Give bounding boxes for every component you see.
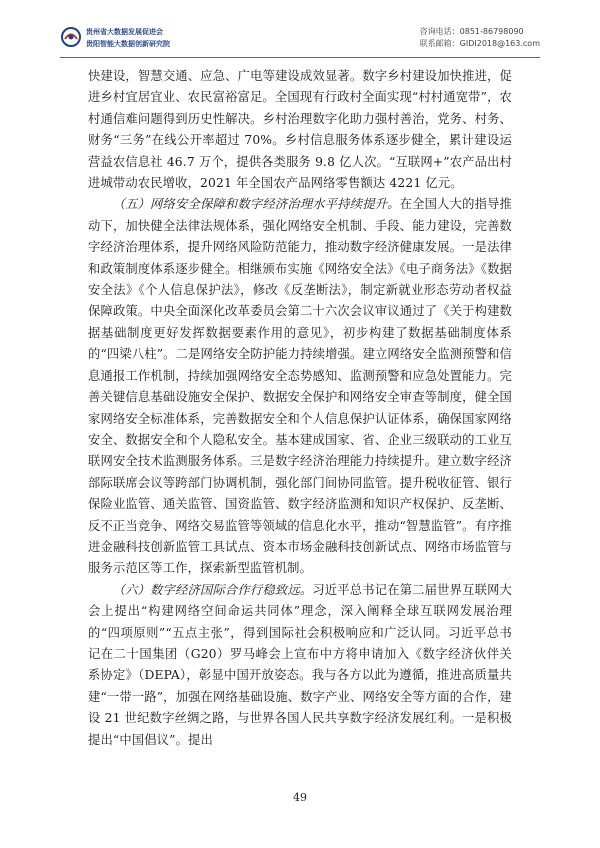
logo-mark-icon	[60, 26, 82, 48]
paragraph-security-governance	[88, 194, 512, 579]
org-logo	[60, 24, 240, 54]
paragraph-rural-digital: 快建设，智慧交通、应急、广电等建设成效显著。数字乡村建设加快推进，促进乡村宜居宜业、农民富裕富足。全国现有行政村全面实现“村村通宽带”，农村通信难问题得到历史性解决。乡村治理数字化助力强村善治，党务、村务、财务“三务”在线公开率超过 70%。乡村信息服务体系逐步健全，累计建设运营益农信息社 46.7 万个，提供各类服务 9.8 亿人次。“互联网+”农产品出村进城带动农民增收，2021 年全国农产品网络零售额达 4221 亿元。	[88, 69, 512, 191]
contact-info	[420, 26, 540, 50]
section-heading-5: （五）网络安全保障和数字经济治理水平持续提升。	[112, 197, 400, 212]
section-body-6: 习近平总书记在第二届世界互联网大会上提出“构建网络空间命运共同体”理念，深入阐释全球互联网发展治理的“四项原则”“五点主张”，得到国际社会积极响应和广泛认同。习近平总书记在二十国集团（G20）罗马峰会上宣布中方将申请加入《数字经济伙伴关系协定》（DEPA），彰显中国开放姿态。我与各方以此为遵循，推进高质量共建“一带一路”，加强在网络基础设施、数字产业、网络安全等方面的合作，建设 21 世纪数字丝绸之路，与世界各国人民共享数字经济发展红利。一是积极提出“中国倡议”。提出	[88, 582, 512, 747]
logo-org-name-2: 贵阳智能大数据创新研究院	[86, 40, 170, 48]
header-divider	[60, 57, 540, 58]
contact-phone: 咨询电话：0851-86798090	[419, 27, 524, 36]
document-body	[88, 66, 512, 751]
page-header	[60, 24, 540, 56]
paragraph-international-cooperation	[88, 580, 512, 751]
page-number: 49	[293, 791, 307, 804]
logo-org-name-1: 贵州省大数据发展促进会	[86, 28, 163, 36]
section-body-5: 在全国人大的指导推动下，加快健全法律法规体系，强化网络安全机制、手段、能力建设，完善数字经济治理体系，提升网络风险防范能力，推动数字经济健康发展。一是法律和政策制度体系逐步健全。相继颁布实施《网络安全法》《电子商务法》《数据安全法》《个人信息保护法》，修改《反垄断法》，制定新就业形态劳动者权益保障政策。中央全面深化改革委员会第二十六次会议审议通过了《关于构建数据基础制度更好发挥数据要素作用的意见》，初步构建了数据基础制度体系的“四梁八柱”。二是网络安全防护能力持续增强。建立网络安全监测预警和信息通报工作机制，持续加强网络安全态势感知、监测预警和应急处置能力。完善关键信息基础设施安全保护、数据安全保护和网络安全审查等制度，健全国家网络安全标准体系，完善数据安全和个人信息保护认证体系，确保国家网络安全、数据安全和个人隐私安全。基本建成国家、省、企业三级联动的工业互联网安全技术监测服务体系。三是数字经济治理能力持续提升。建立数字经济部际联席会议等跨部门协调机制，强化部门间协同监管。提升税收征管、银行保险业监管、通关监管、国资监管、数字经济监测和知识产权保护、反垄断、反不正当竞争、网络交易监管等领域的信息化水平，推动“智慧监管”。有序推进金融科技创新监管工具试点、资本市场金融科技创新试点、网络市场监管与服务示范区等工作，探索新型监管机制。	[88, 197, 512, 576]
contact-email: 联系邮箱：GIDI2018@163.com	[419, 39, 540, 48]
section-heading-6: （六）数字经济国际合作行稳致远。	[112, 582, 313, 597]
